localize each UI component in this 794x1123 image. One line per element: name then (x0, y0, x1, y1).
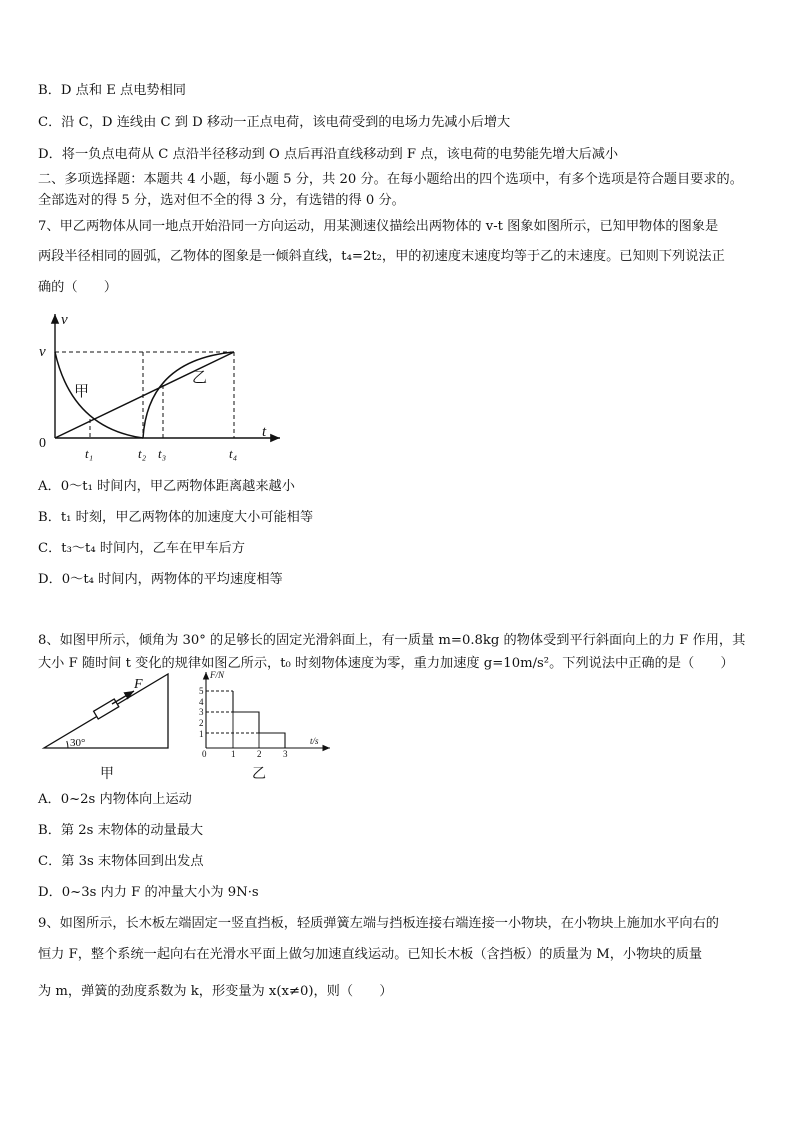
t2-label: t₂ (138, 446, 147, 461)
section-heading-line-2: 全部选对的得 5 分，选对但不全的得 3 分，有选错的得 0 分。 (38, 193, 405, 208)
question-9-line-1: 9、如图所示，长木板左端固定一竖直挡板，轻质弹簧左端与挡板连接右端连接一小物块，在小物块上施加水平向右的 (38, 916, 719, 931)
jia-label: 甲 (74, 384, 90, 400)
incline-figure (38, 668, 198, 783)
option-6c: C．沿 C，D 连线由 C 到 D 移动一正点电荷，该电荷受到的电场力先减小后增大 (38, 115, 511, 130)
question-7-line-1: 7、甲乙两物体从同一地点开始沿同一方向运动，用某测速仪描绘出两物体的 v-t 图象如图所示，已知甲物体的图象是 (38, 219, 719, 234)
y-tick-4: 4 (199, 697, 204, 707)
question-7-line-3: 确的（ ） (38, 280, 118, 295)
option-7b: B．t₁ 时刻，甲乙两物体的加速度大小可能相等 (38, 510, 314, 525)
caption-yi: 乙 (252, 767, 266, 782)
option-8c: C．第 3s 末物体回到出发点 (38, 854, 204, 869)
t4-label: t₄ (229, 446, 238, 461)
x-tick-0: 0 (202, 749, 207, 759)
v-axis-label: v (61, 312, 68, 328)
angle-label: 30° (70, 737, 86, 749)
v-level-label: v (39, 344, 46, 360)
angle-arc (67, 741, 68, 748)
option-8d: D．0~3s 内力 F 的冲量大小为 9N·s (38, 885, 259, 900)
section-heading-line-1: 二、多项选择题：本题共 4 小题，每小题 5 分，共 20 分。在每小题给出的四个选项中，有多个选项是符合题目要求的。 (38, 172, 743, 187)
caption-jia: 甲 (100, 767, 114, 782)
t3-label: t₃ (158, 446, 167, 461)
question-9-line-2: 恒力 F，整个系统一起向右在光滑水平面上做匀加速直线运动。已知长木板（含挡板）的质量为 M，小物块的质量 (38, 947, 703, 962)
x-tick-2: 2 (257, 749, 262, 759)
origin-label: 0 (39, 436, 46, 451)
t1-label: t₁ (85, 446, 94, 461)
t-axis-label: t (262, 424, 267, 440)
force-label: F (134, 677, 143, 692)
yi-label: 乙 (192, 370, 208, 386)
vt-graph (30, 308, 290, 468)
option-7c: C．t₃～t₄ 时间内，乙车在甲车后方 (38, 541, 245, 556)
x-tick-3: 3 (283, 749, 288, 759)
jia-curve-1 (55, 352, 143, 438)
jia-curve-2 (143, 352, 234, 438)
x-tick-1: 1 (231, 749, 236, 759)
option-6b: B．D 点和 E 点电势相同 (38, 83, 186, 98)
option-6d: D．将一负点电荷从 C 点沿半径移动到 O 点后再沿直线移动到 F 点，该电荷的电势能先增大后减小 (38, 147, 619, 162)
question-8-line-1: 8、如图甲所示，倾角为 30° 的足够长的固定光滑斜面上，有一质量 m=0.8kg 的物体受到平行斜面向上的力 F 作用，其 (38, 633, 746, 648)
y-tick-2: 2 (199, 718, 204, 728)
force-arrow (112, 691, 134, 704)
question-9-line-3: 为 m，弹簧的劲度系数为 k，形变量为 x(x≠0)，则（ ） (38, 984, 393, 999)
question-8-line-2: 大小 F 随时间 t 变化的规律如图乙所示，t₀ 时刻物体速度为零，重力加速度 g=10m/s²。下列说法中正确的是（ ） (38, 656, 734, 671)
question-7-line-2: 两段半径相同的圆弧，乙物体的图象是一倾斜直线，t₄=2t₂，甲的初速度末速度均等于乙的末速度。已知则下列说法正 (38, 249, 725, 264)
t-axis-label-ft: t/s (310, 736, 319, 746)
f-axis-label: F/N (210, 670, 225, 680)
option-8b: B．第 2s 末物体的动量最大 (38, 823, 204, 838)
option-7d: D．0～t₄ 时间内，两物体的平均速度相等 (38, 572, 283, 587)
ft-graph (190, 668, 340, 783)
option-7a: A．0～t₁ 时间内，甲乙两物体距离越来越小 (38, 479, 295, 494)
option-8a: A．0~2s 内物体向上运动 (38, 792, 192, 807)
y-tick-3: 3 (199, 707, 204, 717)
y-tick-5: 5 (199, 686, 204, 696)
y-tick-1: 1 (199, 729, 204, 739)
